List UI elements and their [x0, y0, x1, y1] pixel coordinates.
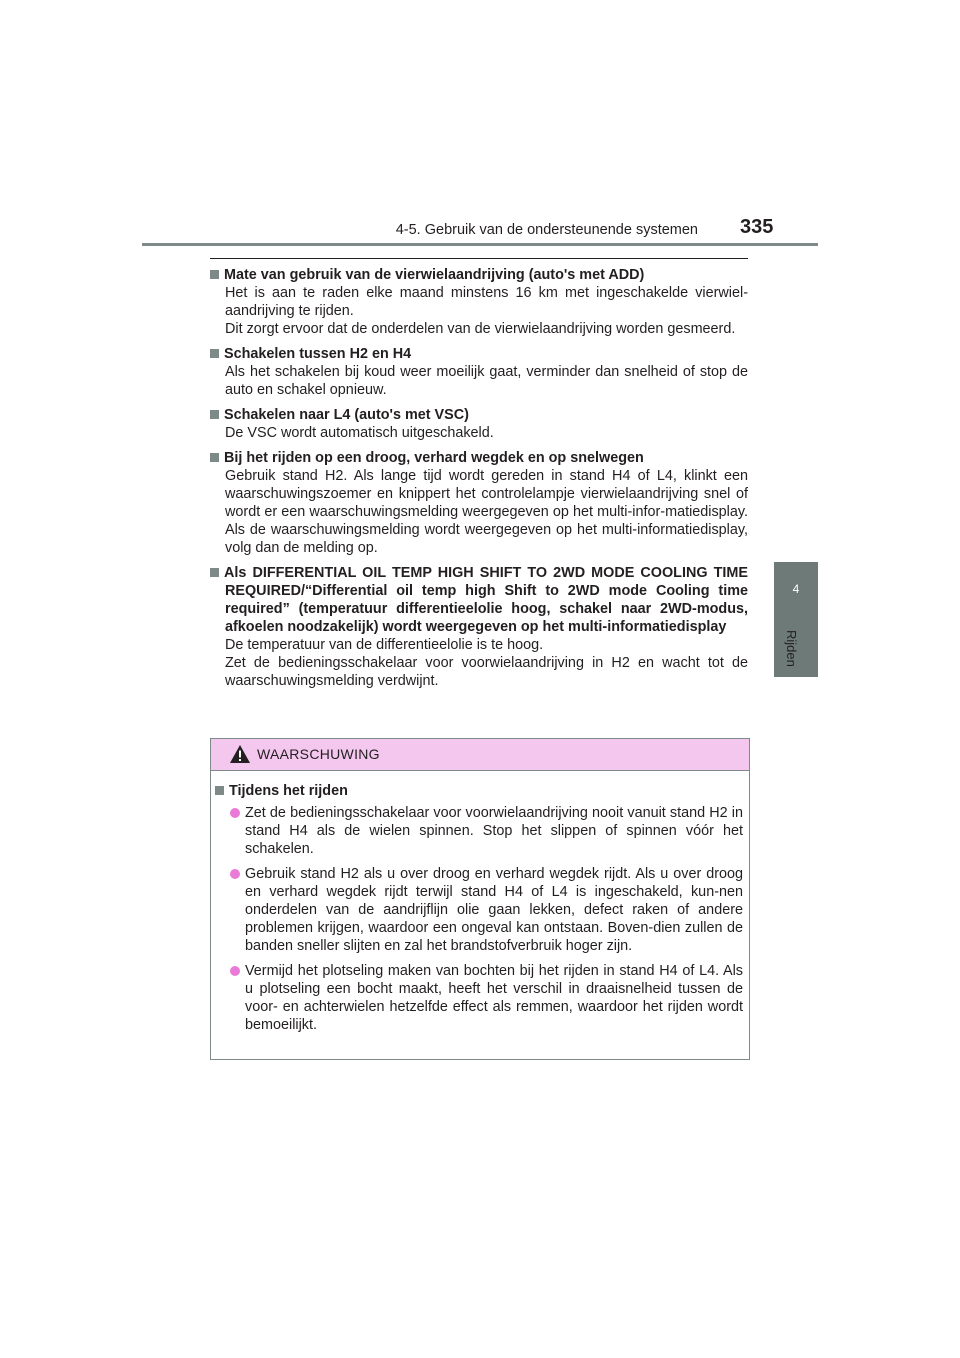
square-bullet-icon: [215, 786, 224, 795]
warning-header: [211, 739, 749, 771]
content-rule: [210, 258, 748, 259]
square-bullet-icon: [210, 568, 219, 577]
bullet-dot-icon: [230, 869, 240, 879]
section-heading: Mate van gebruik van de vierwielaandrijving (auto's met ADD): [210, 266, 748, 284]
page-number: 335: [740, 216, 774, 238]
warning-bullet: Gebruik stand H2 als u over droog en verhard wegdek rijdt. Als u over droog en verhard wegdek rijdt terwijl stand H4 of L4 is ingeschakeld, kun-nen onderdelen van de aandrijflijn olie gaan lekken, defect raken of andere problemen krijgen, waardoor een ongeval kan ontstaan. Boven-dien zullen de banden sneller slijten en zal het brandstofverbruik hoger zijn.: [215, 865, 743, 955]
warning-box: [210, 738, 750, 1060]
warning-bullet: Zet de bedieningsschakelaar voor voorwielaandrijving nooit vanuit stand H2 in stand H4 als de wielen spinnen. Stop het slippen of spinnen vóór het schakelen.: [215, 804, 743, 858]
section-schakelen-h2-h4: [210, 345, 748, 399]
section-paragraph: Het is aan te raden elke maand minstens 16 km met ingeschakelde vierwiel-aandrijving te rijden.: [225, 285, 748, 319]
header-rule: [142, 243, 818, 246]
warning-label: WAARSCHUWING: [257, 746, 380, 762]
section-heading: Als DIFFERENTIAL OIL TEMP HIGH SHIFT TO 2WD MODE COOLING TIME REQUIRED/“Differential oil temp high Shift to 2WD mode Cooling time required” (temperatuur differentieelolie hoog, schakel naar 2WD-modus, afkoelen noodzakelijk) wordt weergegeven op het multi-informatiedisplay: [210, 564, 748, 636]
main-content: [210, 266, 748, 697]
section-paragraph: De VSC wordt automatisch uitgeschakeld.: [225, 425, 494, 441]
section-paragraph: Als het schakelen bij koud weer moeilijk gaat, verminder dan snelheid of stop de auto en schakel opnieuw.: [225, 364, 748, 398]
section-heading: Schakelen naar L4 (auto's met VSC): [210, 406, 748, 424]
section-droog-wegdek: [210, 449, 748, 557]
section-heading: Bij het rijden op een droog, verhard wegdek en op snelwegen: [210, 449, 748, 467]
section-paragraph: Zet de bedieningsschakelaar voor voorwielaandrijving in H2 en wacht tot de waarschuwingsmelding verdwijnt.: [225, 655, 748, 689]
section-title: 4-5. Gebruik van de ondersteunende systemen: [395, 222, 698, 238]
section-differential-oil: [210, 564, 748, 690]
square-bullet-icon: [210, 453, 219, 462]
warning-heading: Tijdens het rijden: [215, 782, 743, 800]
section-paragraph: Gebruik stand H2. Als lange tijd wordt gereden in stand H4 of L4, klinkt een waarschuwingszoemer en knippert het controlelampje vierwielaandrijving snel of wordt er een waarschuwingsmelding weergegeven op het multi-infor-matiedisplay. Als de waarschuwingsmelding wordt weergegeven op het multi-informatiedisplay, volg dan de melding op.: [225, 468, 748, 556]
warning-body: [211, 771, 749, 1034]
bullet-dot-icon: [230, 808, 240, 818]
section-mate-gebruik: [210, 266, 748, 338]
chapter-number: 4: [792, 582, 800, 596]
square-bullet-icon: [210, 270, 219, 279]
warning-bullet: Vermijd het plotseling maken van bochten bij het rijden in stand H4 of L4. Als u plotseling een bocht maakt, heeft het verschil in draaisnelheid tussen de voor- en achterwielen hetzelfde effect als remmen, waardoor het rijden wordt bemoeilijkt.: [215, 962, 743, 1034]
square-bullet-icon: [210, 410, 219, 419]
section-heading: Schakelen tussen H2 en H4: [210, 345, 748, 363]
warning-triangle-icon: [229, 744, 251, 764]
bullet-dot-icon: [230, 966, 240, 976]
square-bullet-icon: [210, 349, 219, 358]
chapter-label: Rijden: [784, 630, 799, 667]
section-schakelen-l4: [210, 406, 748, 442]
section-paragraph: Dit zorgt ervoor dat de onderdelen van de vierwielaandrijving worden gesmeerd.: [225, 321, 736, 337]
section-paragraph: De temperatuur van de differentieelolie is te hoog.: [225, 637, 544, 653]
